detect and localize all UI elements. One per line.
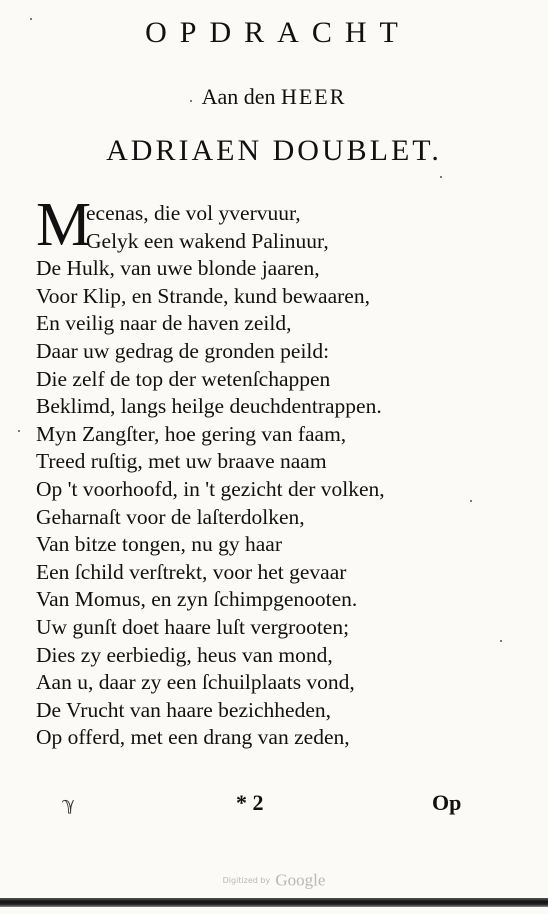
page-title: OPDRACHT bbox=[145, 16, 411, 49]
ink-speck bbox=[470, 500, 472, 502]
ink-speck bbox=[440, 176, 442, 178]
poem-line: Daar uw gedrag de gronden peild: bbox=[36, 338, 330, 363]
poem-line: Een ſchild verſtrekt, voor het gevaar bbox=[36, 559, 347, 584]
catchword: Op bbox=[432, 790, 462, 815]
page-footer bbox=[0, 790, 548, 830]
dedicatee-name: ADRIAEN DOUBLET. bbox=[106, 134, 442, 167]
dedication-subtitle bbox=[0, 84, 548, 110]
poem-line: Treed ruſtig, met uw braave naam bbox=[36, 449, 327, 474]
watermark-prefix: Digitized by bbox=[222, 876, 271, 885]
page-bottom-edge bbox=[0, 898, 548, 907]
poem-line: Myn Zangſter, hoe gering van faam, bbox=[36, 421, 347, 446]
signature-mark: * 2 bbox=[236, 790, 264, 815]
ink-speck bbox=[30, 18, 32, 20]
subtitle-prefix: Aan den bbox=[201, 84, 276, 109]
poem-line: De Hulk, van uwe blonde jaaren, bbox=[36, 256, 320, 281]
ink-speck bbox=[500, 640, 502, 642]
poem-line: En veilig naar de haven zeild, bbox=[36, 311, 292, 336]
poem-line: Van Momus, en zyn ſchimpgenooten. bbox=[36, 587, 358, 612]
poem-line: Beklimd, langs heilge deuchdentrappen. bbox=[36, 394, 382, 419]
poem-line: Voor Klip, en Strande, kund bewaaren, bbox=[36, 283, 370, 308]
poem-line: Op 't voorhoofd, in 't gezicht der volken, bbox=[36, 476, 385, 501]
ink-speck bbox=[190, 100, 192, 102]
poem-line: De Vrucht van haare bezichheden, bbox=[36, 697, 331, 722]
poem-line: Geharnaſt voor de laſterdolken, bbox=[36, 504, 305, 529]
poem-line: ecenas, die vol yvervuur, bbox=[86, 201, 301, 225]
subtitle-caps: HEER bbox=[280, 84, 347, 109]
poem-body bbox=[36, 200, 516, 752]
poem-line: Gelyk een wakend Palinuur, bbox=[86, 228, 329, 253]
drop-cap: M bbox=[36, 191, 92, 259]
poem-line: Die zelf de top der wetenſchappen bbox=[36, 366, 331, 391]
watermark-brand: Google bbox=[275, 870, 326, 890]
poem-line: Uw gunſt doet haare luſt vergrooten; bbox=[36, 614, 350, 639]
ink-speck bbox=[18, 430, 20, 432]
poem-line: Van bitze tongen, nu gy haar bbox=[36, 532, 282, 557]
margin-mark: ℽ bbox=[62, 794, 76, 814]
digitization-watermark bbox=[0, 870, 548, 891]
poem-line: Aan u, daar zy een ſchuilplaats vond, bbox=[36, 670, 355, 695]
poem-line: Dies zy eerbiedig, heus van mond, bbox=[36, 642, 333, 667]
poem-line: Op offerd, met een drang van zeden, bbox=[36, 725, 350, 750]
